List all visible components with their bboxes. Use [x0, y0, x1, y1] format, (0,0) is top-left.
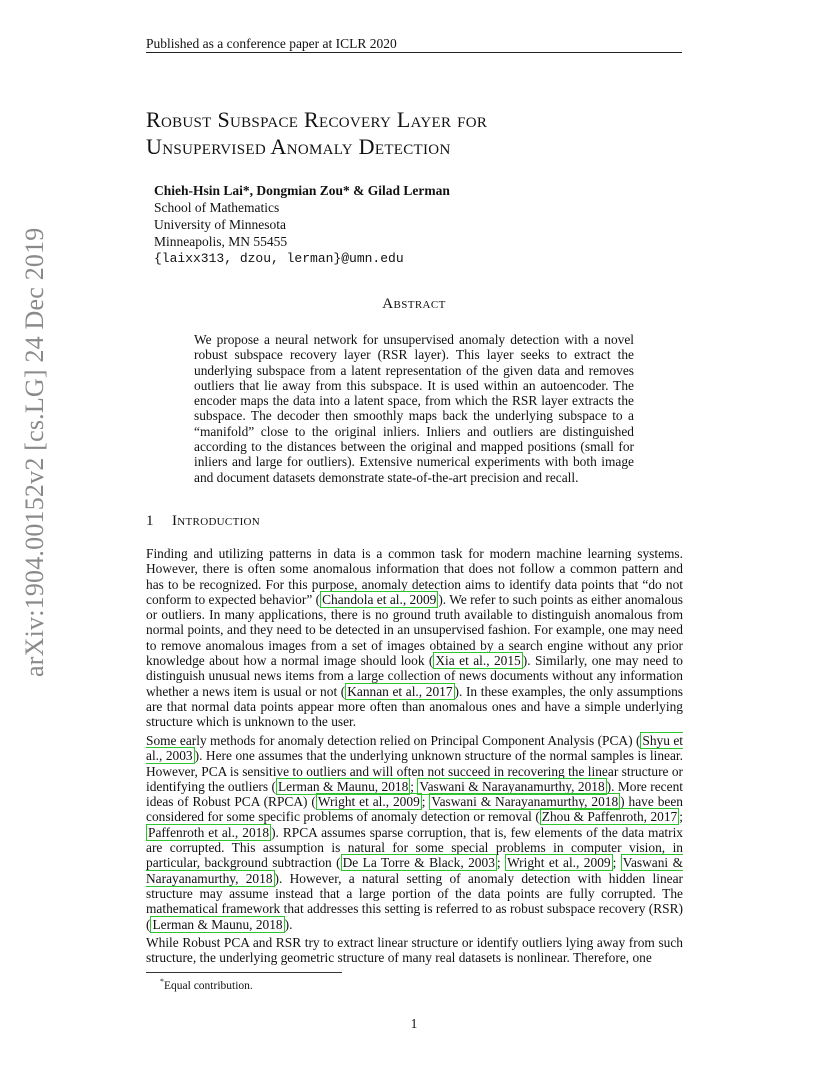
paragraph-text: ). RPCA assumes sparse corruption, that is, few elements of the data matrix are corrupted. This assumption is natural for some special problems in computer vision, in particular, background subtraction ( [146, 824, 683, 871]
paragraph-text: ). However, a natural setting of anomaly detection with hidden linear structure may assume instead that a large portion of the data points are fully corrupted. The mathematical framework that addresses this setting is referred to as robust subspace recovery (RSR) ( [146, 870, 683, 932]
paragraph-text: Some early methods for anomaly detection relied on Principal Component Analysis (PCA) ( [146, 733, 641, 748]
abstract-text: We propose a neural network for unsupervised anomaly detection with a novel robust subspace recovery layer (RSR layer). This layer seeks to extract the underlying subspace from a latent representation of the given data and removes outliers that lie away from this subspace. It is used within an autoencoder. The encoder maps the data into a latent space, from which the RSR layer extracts the subspace. The decoder then smoothly maps back the underlying subspace to a “manifold” close to the original inliers. Inliers and outliers are distinguished according to the distances between the original and mapped positions (small for inliers and large for outliers). Extensive numerical experiments with both image and document datasets demonstrate state-of-the-art precision and recall. [194, 332, 634, 485]
abstract-heading: Abstract [382, 296, 446, 312]
section-number: 1 [146, 513, 154, 529]
affiliation-address: Minneapolis, MN 55455 [154, 234, 288, 249]
citation-link[interactable]: Lerman & Maunu, 2018 [152, 916, 283, 932]
author-names: Chieh-Hsin Lai*, Dongmian Zou* & Gilad Lerman [154, 183, 450, 198]
paragraph-text: Finding and utilizing patterns in data is a common task for modern machine learning systems. However, there is often some anomalous information that does not follow a common pattern and has to be recognized. For this purpose, anomaly detection aims to identify data points that “do not conform to expected behavior” ( [146, 546, 683, 607]
paragraph-text: ). [284, 916, 293, 932]
affiliation-university: University of Minnesota [154, 217, 286, 232]
paragraph-3: While Robust PCA and RSR try to extract linear structure or identify outliers lying away from such structure, the underlying geometric structure of many real datasets is nonlinear. Therefore, one [146, 935, 683, 966]
citation-link[interactable]: Lerman & Maunu, 2018 [277, 778, 409, 794]
citation-link[interactable]: Kannan et al., 2017 [347, 683, 453, 699]
citation-link[interactable]: Vaswani & Narayanamurthy, 2018 [431, 794, 619, 810]
citation-link[interactable]: Chandola et al., 2009 [322, 591, 437, 607]
citation-link[interactable]: Shyu et al., 2003 [146, 733, 683, 764]
citation-link[interactable]: Wright et al., 2009 [507, 855, 611, 871]
section-title: Introduction [172, 513, 261, 529]
paragraph-text: ). Similarly, one may need to distinguish unusual news items from a large collection of news documents without any information whether a news item is usual or not ( [146, 653, 683, 699]
paragraph-text: ; [612, 855, 621, 871]
arxiv-stamp[interactable]: arXiv:1904.00152v2 [cs.LG] 24 Dec 2019 [20, 227, 49, 677]
footnote-mark: * [160, 977, 164, 986]
citation-link[interactable]: De La Torre & Black, 2003 [342, 855, 495, 871]
citation-link[interactable]: Vaswani & Narayanamurthy, 2018 [146, 855, 683, 886]
running-header: Published as a conference paper at ICLR 2020 [146, 36, 397, 51]
footnote-rule [146, 972, 342, 973]
paragraph-text: ). We refer to such points as either anomalous or outliers. In many applications, there is no ground truth available to distinguish anomalous from normal points, and they need to be detected in an unsupervised fashion. For example, one may need to remove anomalous images from a set of images obtained by a search engine without any prior knowledge about how a normal image should look ( [146, 591, 683, 669]
paragraph-text: ). Here one assumes that the underlying unknown structure of the normal samples is linear. However, PCA is sensitive to outliers and will often not succeed in recovering the linear structure or identifying the outliers ( [146, 748, 683, 794]
paragraph-text: ). In these examples, the only assumptions are that normal data points appear more often than anomalous ones and have a simple underlying structure which is unknown to the user. [146, 683, 683, 730]
paragraph-text: ; [496, 855, 506, 871]
header-rule [146, 52, 682, 53]
paragraph-text: ). More recent ideas of Robust PCA (RPCA) ( [146, 778, 683, 810]
section-heading [146, 513, 260, 530]
citation-link[interactable]: Xia et al., 2015 [435, 653, 521, 669]
citation-link[interactable]: Zhou & Paffenroth, 2017 [541, 809, 678, 825]
citation-link[interactable]: Vaswani & Narayanamurthy, 2018 [419, 778, 605, 794]
affiliation-school: School of Mathematics [154, 200, 280, 215]
paragraph-text: ; [410, 778, 418, 794]
title-line-1: Robust Subspace Recovery Layer for [146, 107, 488, 132]
citation-link[interactable]: Paffenroth et al., 2018 [148, 824, 270, 840]
paragraph-2 [146, 733, 683, 932]
paragraph-text: ; [421, 794, 430, 810]
citation-link[interactable]: Wright et al., 2009 [317, 794, 420, 810]
paragraph-text: ; [679, 809, 683, 825]
paragraph-text: ) have been considered for some specific problems of anomaly detection or removal ( [146, 794, 684, 825]
title-line-2: Unsupervised Anomaly Detection [146, 134, 451, 159]
footnote [160, 977, 253, 992]
author-block [154, 182, 450, 267]
page-number: 1 [410, 1016, 418, 1031]
author-emails[interactable]: {laixx313, dzou, lerman}@umn.edu [154, 251, 404, 266]
paper-title [146, 106, 686, 160]
footnote-text: Equal contribution. [164, 979, 253, 992]
paragraph-1 [146, 546, 683, 730]
